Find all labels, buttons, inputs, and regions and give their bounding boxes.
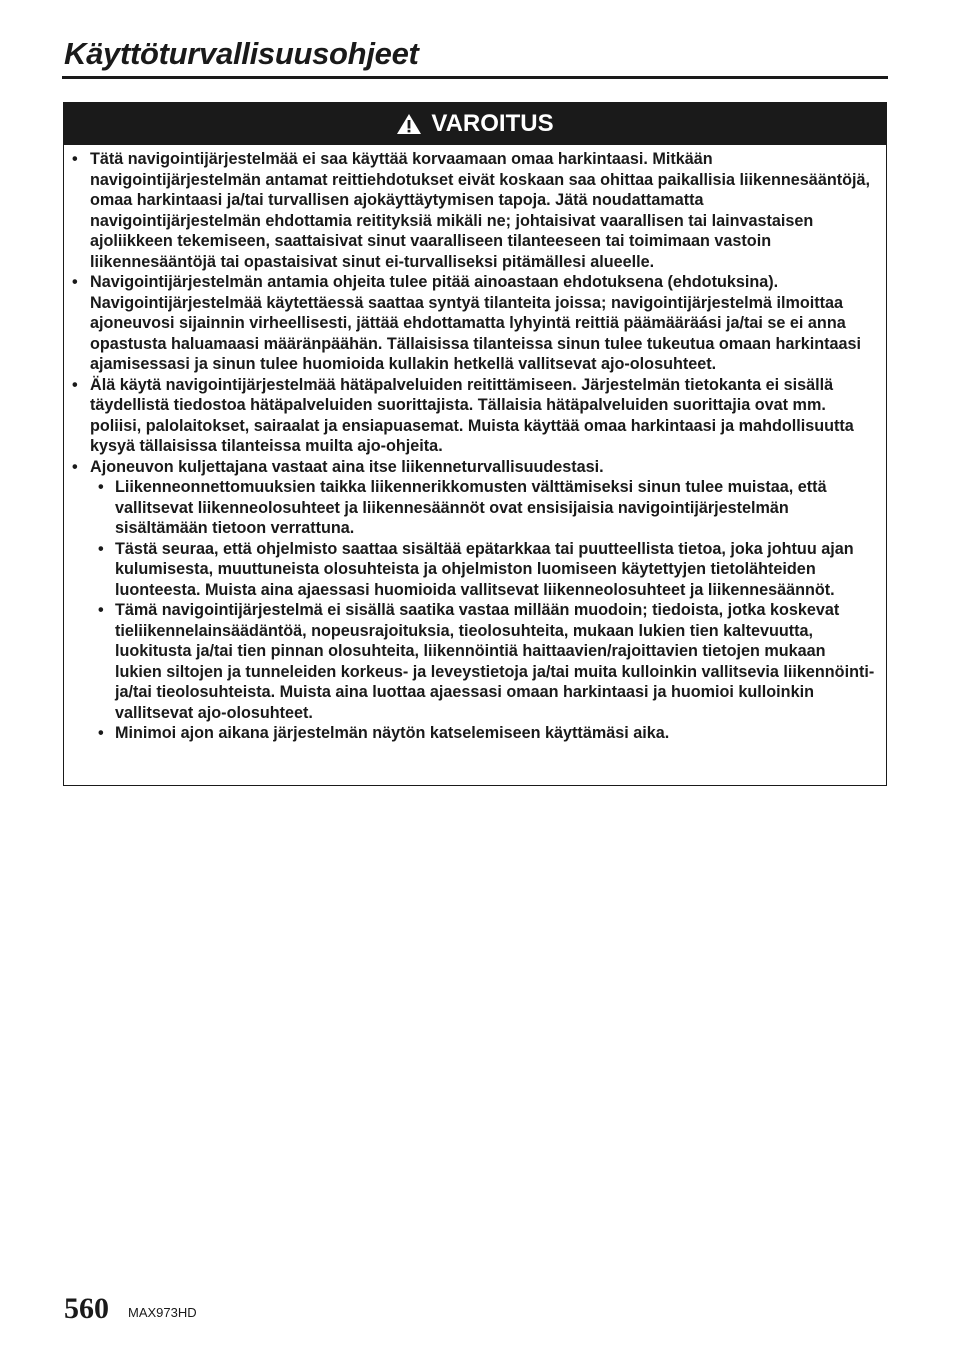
warning-sublist: [90, 477, 876, 744]
warning-triangle-icon: [396, 113, 422, 135]
bullet: •: [98, 601, 104, 619]
page-number: 560: [64, 1292, 109, 1325]
bullet: •: [98, 724, 104, 742]
list-item: [72, 149, 876, 272]
sublist-item-text: Tämä navigointijärjestelmä ei sisällä saatika vastaa millään muodoin; tiedoista, jotka koskevat tieliikennelainsäädäntöä, nopeusrajoituksia, tieolosuhteita, mukaan lukien tien kaltevuutta, luokitusta ja/tai tien pinnan olosuhteita, liikennöintiä haittaavien/rajoittavien tietojen mukaan lukien siltojen ja tunneleiden korkeus- ja leveystietoja ja/tai muita kulloinkin vallitsevia liikennöinti- ja/tai tieolosuhteista. Muista aina luottaa ajaessasi omaan harkintaasi ja huomioi kulloinkin vallitsevat ajo-olosuhteet.: [115, 601, 875, 722]
warning-box: [63, 102, 887, 786]
list-item-text: Älä käytä navigointijärjestelmää hätäpalveluiden reitittämiseen. Järjestelmän tietokanta ei sisällä täydellistä tiedostoa hätäpalveluiden suorittajista. Tällaisia hätäpalveluiden suorittajia ovat mm. poliisi, palolaitokset, sairaalat ja ensiapuasemat. Muista käyttää omaa harkintaasi ja mahdollisuutta kysyä tällaisissa tilanteissa muilta ajo-ohjeita.: [90, 375, 854, 455]
list-item: [72, 375, 876, 457]
bullet: •: [72, 457, 78, 476]
bullet: •: [72, 375, 78, 394]
list-item: [72, 457, 876, 744]
bullet: •: [72, 150, 78, 168]
sublist-item: [90, 723, 876, 744]
warning-header: [64, 103, 886, 145]
warning-list: [72, 149, 876, 744]
warning-body: [64, 145, 886, 744]
warning-label: VAROITUS: [431, 110, 554, 137]
sublist-item-text: Minimoi ajon aikana järjestelmän näytön katselemiseen käyttämäsi aika.: [115, 724, 670, 742]
sublist-item: [90, 600, 876, 723]
sublist-item-text: Liikenneonnettomuuksien taikka liikennerikkomusten välttämiseksi sinun tulee muistaa, että vallitsevat liikenneolosuhteet ja liikennesäännöt ovat ensisijaisia navigointijärjestelmän sisältämään tietoon verrattuna.: [115, 478, 827, 537]
page-title: Käyttöturvallisuusohjeet: [64, 36, 419, 71]
bullet: •: [98, 539, 104, 558]
bullet: •: [72, 273, 78, 291]
sublist-item: [90, 539, 876, 601]
list-item-text: Navigointijärjestelmän antamia ohjeita tulee pitää ainoastaan ehdotuksena (ehdotuksina). Navigointijärjestelmää käytettäessä saattaa syntyä tilanteita joissa; navigointijärjestelmä ilmoittaa ajoneuvosi sijainnin virheellisesti, jättää ehdottamatta lyhyintä reittiä päämääräási ja/tai se ei anna opastusta haluamaasi määränpäähän. Tällaisissa tilanteissa sinun tulee tukeutua omaan harkintaasi ajamisessasi ja sinun tulee huomioida kullakin hetkellä vallitsevat ajo-olosuhteet.: [90, 273, 861, 373]
list-item-text: Ajoneuvon kuljettajana vastaat aina itse liikenneturvallisuudestasi.: [90, 457, 604, 476]
bullet: •: [98, 478, 104, 496]
list-item: [72, 272, 876, 375]
title-rule: [62, 76, 888, 79]
model-name: MAX973HD: [128, 1305, 197, 1320]
list-item-text: Tätä navigointijärjestelmää ei saa käyttää korvaamaan omaa harkintaasi. Mitkään navigointijärjestelmän antamat reittiehdotukset eivät koskaan saa ohittaa paikallisia liikennesääntöjä, omaa harkintaasi ja/tai turvallisen ajokäyttäytymisen tapoja. Jätä noudattamatta navigointijärjestelmän ehdottamia reitityksiä mikäli ne; johtaisivat vaarallisen tai lainvastaisen ajoliikkeen tekemiseen, saattaisivat sinut vaaralliseen tilanteeseen tai toimimaan vastoin liikennesääntöjä tai opastaisivat sinut ei-turvalliseksi pitämällesi alueelle.: [90, 150, 870, 271]
sublist-item: [90, 477, 876, 539]
sublist-item-text: Tästä seuraa, että ohjelmisto saattaa sisältää epätarkkaa tai puutteellista tietoa, joka johtuu ajan kulumisesta, muuttuneista olosuhteista ja ohjelmiston luomiseen käytettyjen tietolähteiden luonteesta. Muista aina ajaessasi huomioida vallitsevat liikenneolosuhteet ja liikennesäännöt.: [115, 539, 854, 599]
